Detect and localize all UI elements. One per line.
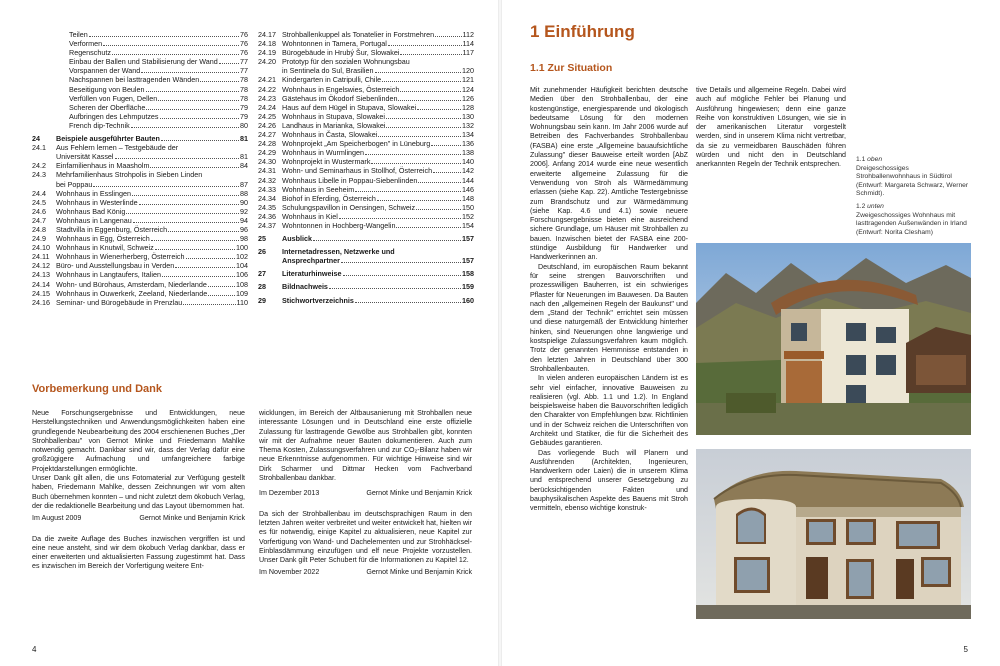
figure-caption-2: 1.2 unten Zweigeschossiges Wohnhaus mit lasttragenden Außenwänden in Irland (Entwurf: Norita Clesham) [856,203,967,236]
toc-entry: 24.22 Wohnhaus in Engelswies, Österreich 124 [258,84,474,94]
toc-entry: 24.5 Wohnhaus in Westerlinde 90 [32,197,248,207]
toc-entry: 24.27 Wohnhaus in Časta, Slowakei 134 [258,130,474,140]
body-paragraph: Mit zunehmender Häufigkeit berichten deutsche Medien über den Strohballenbau, der eine kostengünstige, energiesparende und ökologisch bedeutsame Lösung für den modernen Wohnungsbau sein kann. Im Jahr 2006 wurde auf Betreiben des Fachverbandes Strohballenbau (FASBA) eine erste „Allgemeine bauaufsichtliche Zulassung" dieser Bauweise erteilt worden [AbZ 2006]. Anfang 2014 wurde eine neue wesentlich erweiterte allgemeine Zulassung für die Verwendung von Stroh als Wärmedämmung erlassen (siehe Kap. 22). Amtliche Testergebnisse zum Brandschutz und zur Wärmedämmung (siehe Kap. 4.6 und 4.1) sowie neuere Forschungsergebnisse bieten eine ausreichend sichere Grundlage, um Häuser mit Strohballen zu bauen. Inzwischen bietet der FASBA eine 200-stündige Ausbildung für Handwerker und Handwerkerinnen an. [530,86,688,262]
toc-entry: 24.33 Wohnhaus in Seeheim 146 [258,184,474,194]
toc-entry-continuation: in Sentinela do Sul, Brasilien 120 [282,66,474,76]
preface-paragraph: Unser Dank gilt allen, die uns Fotomaterial zur Verfügung gestellt haben, Friedemann Mahlke, dessen Zeichnungen wir vom alten Buch übernehmen konnten – und nicht zuletzt dem ökobuch Verlag, der die redaktionelle Bearbeitung und das Layout übernommen hat. [32,474,245,510]
toc-subentry: Vorspannen der Wand 77 [69,66,248,76]
toc-chapter: 24 Beispiele ausgeführter Bauten 81 [32,134,248,144]
signature: Im Dezember 2013 Gernot Minke und Benjamin Krick [259,489,472,498]
toc-entry: 24.34 Biohof in Eferding, Österreich 148 [258,193,474,203]
preface-paragraph: Da sich der Strohballenbau im deutschsprachigen Raum in den letzten Jahren weiter verbreitet und weiter entwickelt hat, hielten wir es für notwendig, einige Kapitel zu aktualisieren, neue Kapitel zur Vorfertigung von Wand- und Dachelementen und zur Strohhäcksel-Einblasdämmung einzufügen und elf neue Projekte vorzustellen. Unser Dank gilt Peter Schubert für die Informationen zu Kapitel 12. [259,509,472,565]
toc-chapter: 25 Ausblick 157 [258,234,474,244]
toc-entry: 24.11 Wohnhaus in Wienerherberg, Österreich 102 [32,252,248,262]
chapter-title: 1 Einführung [530,22,635,41]
toc-entry-continuation: Universität Kassel 81 [56,152,248,162]
toc-subentry: Teilen 76 [69,30,248,39]
toc-entry: 24.14 Wohn- und Bürohaus, Amsterdam, Niederlande 108 [32,279,248,289]
toc-chapter: 27 Literaturhinweise 158 [258,269,474,279]
toc-entry: 24.30 Wohnprojekt in Wustermark 140 [258,157,474,167]
toc-subentry: Einbau der Ballen und Stabilisierung der Wand 77 [69,57,248,67]
preface-paragraph: Da die zweite Auflage des Buches inzwischen vergriffen ist und eine neue ansteht, sind wir dem ökobuch Verlag dankbar, dass er einer erweiterten und aktualisierten Fassung zugestimmt hat. Dass es inzwischen im Bereich der Vorfertigung weitere Ent- [32,534,245,571]
toc-entry: 24.23 Gästehaus im Ökodorf Siebenlinden 126 [258,93,474,103]
body-paragraph: tive Details und allgemeine Regeln. Dabei wird auch auf mögliche Fehler bei Planung und Ausführung hingewiesen; denn eine ganze Reihe von konstruktiven Lösungen, wie sie in der amerikanischen Literatur vorgestellt werden, sind in unserem Klima nicht vertretbar, da sie zu vermeidbaren Bauschäden führen würden und nicht den in Deutschland anerkannten Regeln der Technik entsprechen. [696,86,846,169]
toc-entry: 24.9 Wohnhaus in Egg, Österreich 98 [32,234,248,244]
photo-strawbale-house-south-tyrol [696,243,971,435]
page-number: 5 [963,645,968,654]
toc-entry: 24.17 Strohballenkuppel als Tonatelier in Forstmehren 112 [258,30,474,39]
toc-subentry: Regenschutz 76 [69,48,248,58]
toc-entry: 24.4 Wohnhaus in Esslingen 88 [32,188,248,198]
body-paragraph: In vielen anderen europäischen Ländern ist es sehr viel einfacher, innovative Bauweisen zu realisieren (vgl. Abb. 1.1 und 1.2). In England beispielsweise haben die Bauvorschriften lediglich den Charakter von Empfehlungen bzw. Richtlinien und in der Schweiz reichen die Unterschriften von Architekt und Statiker, die für die Sicherheit des Gebäudes garantieren. [530,374,688,448]
toc-entry: 24.24 Haus auf dem Hügel in Stupava, Slowakei 128 [258,102,474,112]
signature: Im August 2009 Gernot Minke und Benjamin Krick [32,514,245,523]
toc-entry: 24.35 Schulungspavillon in Oensingen, Schweiz 150 [258,202,474,212]
toc-subentry: Nachspannen bei lasttragenden Wänden 78 [69,75,248,85]
toc-entry: 24.3 Mehrfamilienhaus Strohpolis in Sieben Linden [32,170,203,180]
preface-paragraph: Neue Forschungsergebnisse und Entwicklungen, neue Herstellungstechniken und Anwendungsmöglichkeiten haben eine grundlegende Neubearbeitung des 2004 erschienenen Buches „Der Strohballenbau" von Gernot Minke und Friedemann Mahlke notwendig gemacht. Dankbar sind wir, dass der Verlag dafür eine großzügigere Aufmachung und umfangreichere farbige Projektdarstellungen ermöglichte. [32,409,245,473]
signature: Im November 2022 Gernot Minke und Benjamin Krick [259,568,472,577]
toc-entry: 24.7 Wohnhaus in Langenau 94 [32,215,248,225]
toc-entry: 24.13 Wohnhaus in Langtaufers, Italien 106 [32,270,248,280]
toc-entry: 24.15 Wohnhaus in Ouwerkerk, Zeeland, Niederlande 109 [32,288,248,298]
toc-entry: 24.26 Landhaus in Marianka, Slowakei 132 [258,120,474,130]
toc-entry: 24.25 Wohnhaus in Stupava, Slowakei 130 [258,111,474,121]
body-paragraph: Das vorliegende Buch will Planern und Ausführenden (Architekten, Ingenieuren, Handwerkern oder Laien) die in unserem Klima und entsprechend unserer Gesetzgebung zu berücksichtigenden Fakten und bauphysikalischen Aspekte des Bauens mit Stroh vermitteln, ebenso wichtige konstruk- [530,448,688,513]
page-number: 4 [32,645,37,654]
preface-paragraph: wicklungen, im Bereich der Altbausanierung mit Strohballen neue interessante Lösungen und in Deutschland eine erste offizielle Zulassung für lasttragende Gewölbe aus Strohballen gibt, konnten wir mit der Aufnahme neuer Bauten dokumentieren. Auch zum Thema Kosten, Zulassungsverfahren und zur CO₂-Bilanz haben wir neue Erkenntnisse aufgenommen. Für wichtige Hinweise sind wir Dirk Scharmer und Dittmar Hecken vom Fachverband Strohballenbau dankbar. [259,409,472,483]
toc-entry: 24.12 Büro- und Ausstellungsbau in Verden 104 [32,261,248,271]
toc-column-1 [32,30,248,307]
section-title: 1.1 Zur Situation [530,62,613,74]
toc-subentry: French dip-Technik 80 [69,120,248,130]
toc-entry: 24.6 Wohnhaus Bad König 92 [32,206,248,216]
toc-subentry: Beseitigung von Beulen 78 [69,84,248,94]
toc-chapter: 29 Stichwortverzeichnis 160 [258,295,474,305]
toc-entry: 24.28 Wohnprojekt „Am Speicherbogen" in Lüneburg 136 [258,139,474,149]
toc-entry-continuation: bei Poppau 87 [56,179,248,189]
body-paragraph: Deutschland, im europäischen Raum bekannt für seine strengen Bauvorschriften und prozesswilligen Bauherren, ist ein schwieriges Pflaster für Neuerungen im Bauwesen. Da Bauten nach den „allgemeinen Regeln der Baukunst" und dem „Stand der Technik" errichtet sein müssen und diese naturgemäß der Entwicklung hinterher hinken, sind Neuerungen ohne langwierige und kostspielige Zulassungsverfahren kaum möglich. Trotz der genannten Hemmnisse entstanden in den letzten Jahren in Deutschland über 300 Strohballenbauten. [530,262,688,373]
toc-subentry: Verformen 76 [69,39,248,49]
toc-chapter: 28 Bildnachweis 159 [258,282,474,292]
toc-entry: 24.18 Wohntonnen in Tamera, Portugal 114 [258,39,474,49]
toc-entry: 24.31 Wohn- und Seminarhaus in Stollhof, Österreich 142 [258,166,474,176]
body-column-1 [530,86,688,514]
toc-entry: 24.20 Prototyp für den sozialen Wohnungsbau [258,57,410,67]
toc-entry: 24.37 Wohntonnen in Hochberg-Wangelin 154 [258,220,474,230]
right-page [500,0,1000,666]
toc-entry: 24.29 Wohnhaus in Wurmlingen 138 [258,148,474,158]
toc-subentry: Verfüllen von Fugen, Dellen 78 [69,93,248,103]
toc-column-2 [258,30,474,305]
toc-entry: 24.16 Seminar- und Bürogebäude in Prenzlau 110 [32,297,248,307]
figure-caption-1: 1.1 oben Dreigeschossiges Strohballenwohnhaus in Südtirol (Entwurf: Margareta Schwarz, Werner Schmidt). [856,156,969,198]
toc-entry: 24.21 Kindergarten in Catripulli, Chile 121 [258,75,474,85]
toc-subentry: Aufbringen des Lehmputzes 79 [69,111,248,121]
toc-chapter: 26 Internetadressen, Netzwerke und [258,247,395,257]
toc-entry: 24.8 Stadtvilla in Eggenburg, Österreich 96 [32,224,248,234]
toc-entry: 24.1 Aus Fehlern lernen – Testgebäude der [32,143,179,153]
photo-strawbale-house-ireland [696,449,971,619]
toc-subentry: Scheren der Oberfläche 79 [69,102,248,112]
toc-entry: 24.36 Wohnhaus in Kiel 152 [258,211,474,221]
toc-entry: 24.2 Einfamilienhaus in Maasholm 84 [32,161,248,171]
toc-entry: 24.19 Bürogebäude in Hrubý Šur, Slowakei 117 [258,48,474,58]
toc-entry: 24.32 Wohnhaus Libelle in Poppau-Siebenlinden 144 [258,175,474,185]
body-column-2 [696,86,846,170]
preface-column-2 [259,409,472,578]
preface-heading: Vorbemerkung und Dank [32,383,162,395]
toc-entry: 24.10 Wohnhaus in Knutwil, Schweiz 100 [32,243,248,253]
preface-column-1 [32,409,245,572]
toc-entry-continuation: Ansprechpartner 157 [282,256,474,266]
